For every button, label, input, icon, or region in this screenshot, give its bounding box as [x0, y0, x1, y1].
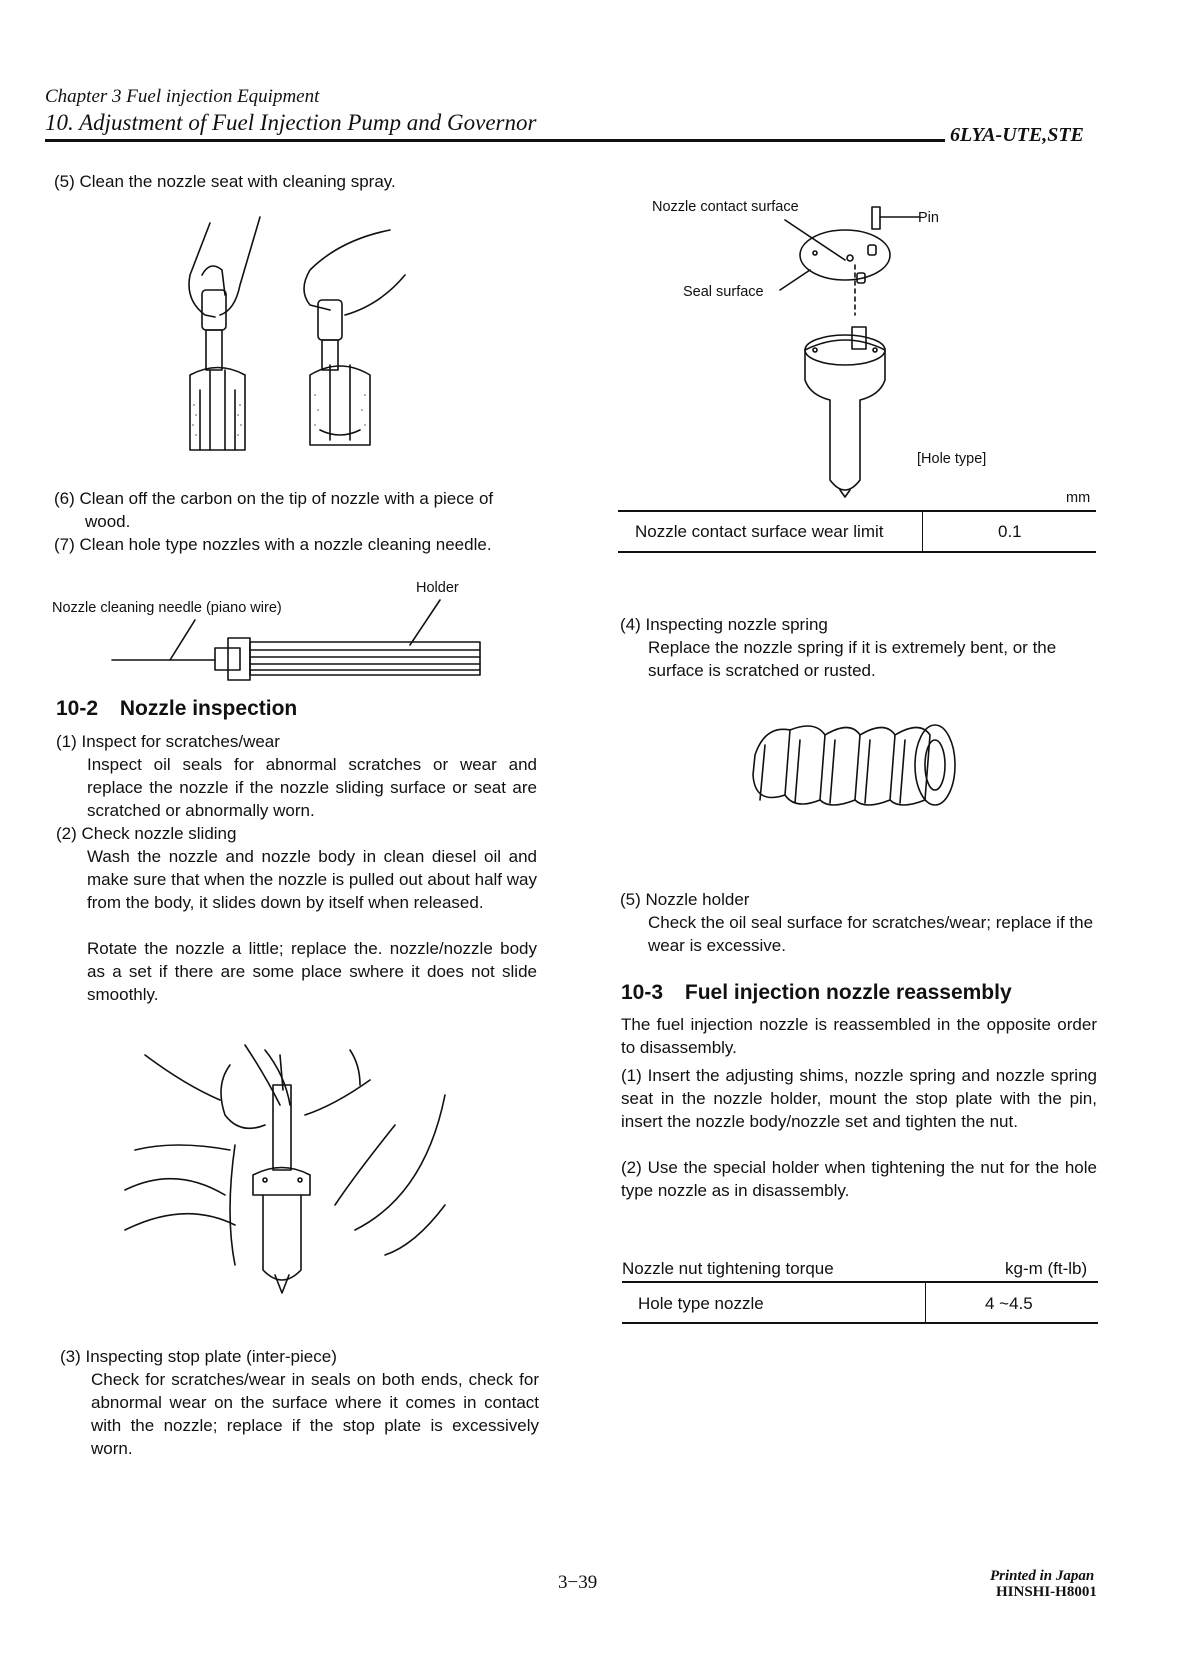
wear-table-value: 0.1	[998, 522, 1022, 541]
item-5-head: (5) Nozzle holder	[620, 890, 750, 909]
header-rule	[45, 139, 945, 142]
model-label: 6LYA-UTE,STE	[950, 124, 1084, 146]
inspect-item-2-body-1: Wash the nozzle and nozzle body in clean diesel oil and make sure that when the nozzle is pulled out about half way from the body, it slides down by itself when released.	[87, 847, 537, 912]
spray-cleaning-illustration	[180, 215, 420, 460]
doc-code: HINSHI-H8001	[996, 1584, 1097, 1600]
wear-table-divider	[922, 510, 923, 552]
inspect-item-3-body: Check for scratches/wear in seals on both ends, check for abnormal wear on the surface where it comes in contact with the nozzle; replace if the stop plate is excessively worn.	[91, 1370, 539, 1458]
chapter-label: Chapter 3 Fuel injection Equipment	[45, 86, 320, 107]
nozzle-sliding-illustration	[125, 1045, 455, 1300]
item-4-head: (4) Inspecting nozzle spring	[620, 615, 828, 634]
torque-table-header-unit: kg-m (ft-lb)	[1005, 1259, 1088, 1278]
torque-table-row-label: Hole type nozzle	[638, 1294, 764, 1313]
page-title: 10. Adjustment of Fuel Injection Pump and Governor	[45, 110, 537, 135]
page-number: 3−39	[558, 1572, 598, 1593]
section-10-2-title: Nozzle inspection	[119, 697, 298, 720]
inspect-item-3-head: (3) Inspecting stop plate (inter-piece)	[60, 1347, 337, 1366]
section-10-3-intro: The fuel injection nozzle is reassembled in the opposite order to disassembly.	[621, 1015, 1097, 1057]
step-6-line1: (6) Clean off the carbon on the tip of nozzle with a piece of	[54, 489, 494, 508]
nozzle-spring-illustration	[745, 715, 965, 820]
step-5: (5) Clean the nozzle seat with cleaning spray.	[54, 172, 396, 191]
torque-table-divider	[925, 1281, 926, 1323]
seal-surface-label: Seal surface	[683, 284, 764, 300]
item-4-body: Replace the nozzle spring if it is extremely bent, or the surface is scratched or rusted.	[648, 638, 1057, 680]
wear-table-unit: mm	[1066, 490, 1091, 506]
pin-label: Pin	[918, 210, 939, 226]
torque-table-row-value: 4 ~4.5	[985, 1294, 1033, 1313]
printed-label: Printed in Japan	[990, 1568, 1095, 1584]
item-5-body: Check the oil seal surface for scratches/wear; replace if the wear is excessive.	[648, 913, 1094, 955]
reassembly-item-1: (1) Insert the adjusting shims, nozzle spring and nozzle spring seat in the nozzle holder, mount the stop plate with the pin, insert the nozzle body/nozzle set and tighten the nut.	[621, 1066, 1097, 1131]
torque-table-header-label: Nozzle nut tightening torque	[622, 1259, 834, 1278]
right-spray-texture	[314, 394, 366, 426]
nozzle-stop-plate-illustration	[770, 205, 920, 500]
section-10-3-number: 10-3	[621, 981, 664, 1004]
inspect-item-2-head: (2) Check nozzle sliding	[56, 824, 237, 843]
step-6-line2: wood.	[85, 512, 131, 531]
needle-label: Nozzle cleaning needle (piano wire)	[52, 600, 282, 616]
inspect-item-1-body: Inspect oil seals for abnormal scratches or wear and replace the nozzle if the nozzle sliding surface or seat are scratched or abnormally worn.	[87, 755, 537, 820]
wear-table-bottom-rule	[618, 551, 1096, 553]
hole-type-label: [Hole type]	[917, 451, 987, 467]
step-7: (7) Clean hole type nozzles with a nozzle cleaning needle.	[54, 535, 492, 554]
torque-table-top-rule	[622, 1281, 1098, 1283]
cleaning-needle-illustration	[110, 600, 490, 685]
wear-table-top-rule	[618, 510, 1096, 512]
nozzle-contact-label: Nozzle contact surface	[652, 199, 799, 215]
section-10-3-title: Fuel injection nozzle reassembly	[684, 981, 1012, 1004]
inspect-item-2-body-2: Rotate the nozzle a little; replace the. nozzle/nozzle body as a set if there are some place swhere it does not slide smoothly.	[87, 939, 537, 1004]
holder-label: Holder	[416, 580, 459, 596]
section-10-3-heading	[621, 981, 1012, 1005]
reassembly-item-2: (2) Use the special holder when tightening the nut for the hole type nozzle as in disassembly.	[621, 1158, 1097, 1200]
torque-table-bottom-rule	[622, 1322, 1098, 1324]
wear-table-label: Nozzle contact surface wear limit	[635, 522, 884, 541]
inspect-item-1-head: (1) Inspect for scratches/wear	[56, 732, 280, 751]
section-10-2-heading	[56, 697, 297, 721]
section-10-2-number: 10-2	[56, 697, 99, 720]
